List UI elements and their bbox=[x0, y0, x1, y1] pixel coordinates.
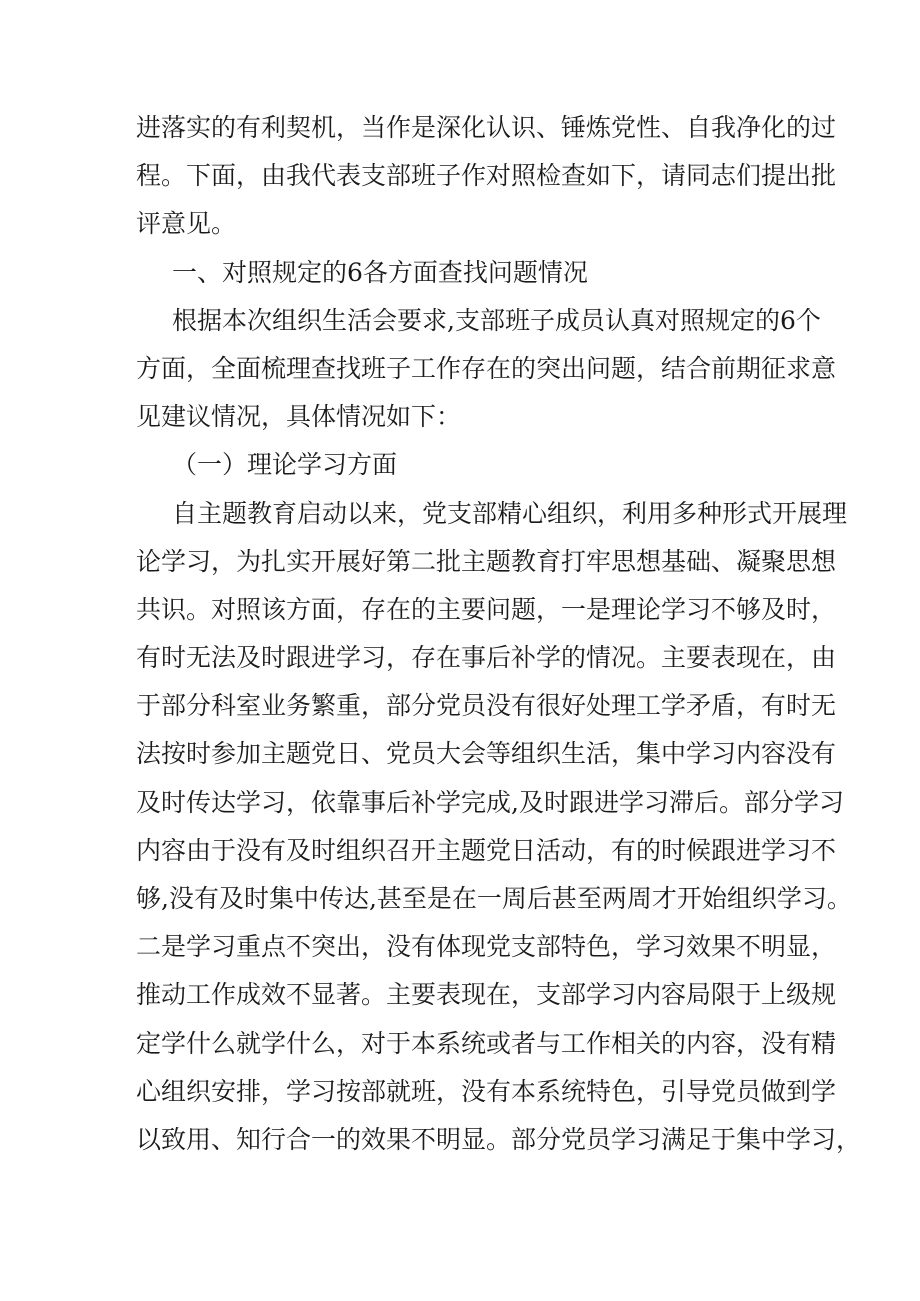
text-line: 定学什么就学什么，对于本系统或者与工作相关的内容，没有精 bbox=[136, 1028, 837, 1058]
text-line: 评意见。 bbox=[136, 209, 237, 239]
text-line: 二是学习重点不突出，没有体现党支部特色，学习效果不明显， bbox=[136, 932, 837, 962]
text-line: 内容由于没有及时组织召开主题党日活动，有的时候跟进学习不 bbox=[136, 835, 837, 865]
text-line: 有时无法及时跟进学习，存在事后补学的情况。主要表现在，由 bbox=[136, 643, 837, 673]
text-line: 程。下面，由我代表支部班子作对照检查如下，请同志们提出批 bbox=[136, 161, 837, 191]
text-line: 根据本次组织生活会要求,支部班子成员认真对照规定的6个 bbox=[172, 305, 821, 335]
text-line: 以致用、知行合一的效果不明显。部分党员学习满足于集中学习， bbox=[136, 1124, 862, 1154]
text-line: 进落实的有利契机，当作是深化认识、锤炼党性、自我净化的过 bbox=[136, 113, 837, 142]
text-line: 于部分科室业务繁重，部分党员没有很好处理工学矛盾，有时无 bbox=[136, 691, 837, 721]
text-line: 方面，全面梳理查找班子工作存在的突出问题，结合前期征求意 bbox=[136, 353, 837, 383]
text-line: 法按时参加主题党日、党员大会等组织生活，集中学习内容没有 bbox=[136, 739, 837, 769]
subsection-heading: （一）理论学习方面 bbox=[172, 450, 398, 480]
text-line: 及时传达学习，依靠事后补学完成,及时跟进学习滞后。部分学习 bbox=[136, 787, 844, 817]
text-line: 心组织安排，学习按部就班，没有本系统特色，引导党员做到学 bbox=[136, 1076, 837, 1106]
text-line: 见建议情况，具体情况如下： bbox=[136, 402, 462, 432]
text-line: 共识。对照该方面，存在的主要问题，一是理论学习不够及时， bbox=[136, 594, 837, 624]
text-line: 够,没有及时集中传达,甚至是在一周后甚至两周才开始组织学习。 bbox=[136, 884, 852, 913]
text-line: 论学习，为扎实开展好第二批主题教育打牢思想基础、凝聚思想 bbox=[136, 546, 837, 576]
section-heading: 一、对照规定的6各方面查找问题情况 bbox=[172, 257, 588, 287]
document-body bbox=[136, 104, 862, 1164]
text-line: 自主题教育启动以来，党支部精心组织，利用多种形式开展理 bbox=[172, 498, 848, 528]
text-line: 推动工作成效不显著。主要表现在，支部学习内容局限于上级规 bbox=[136, 980, 837, 1010]
